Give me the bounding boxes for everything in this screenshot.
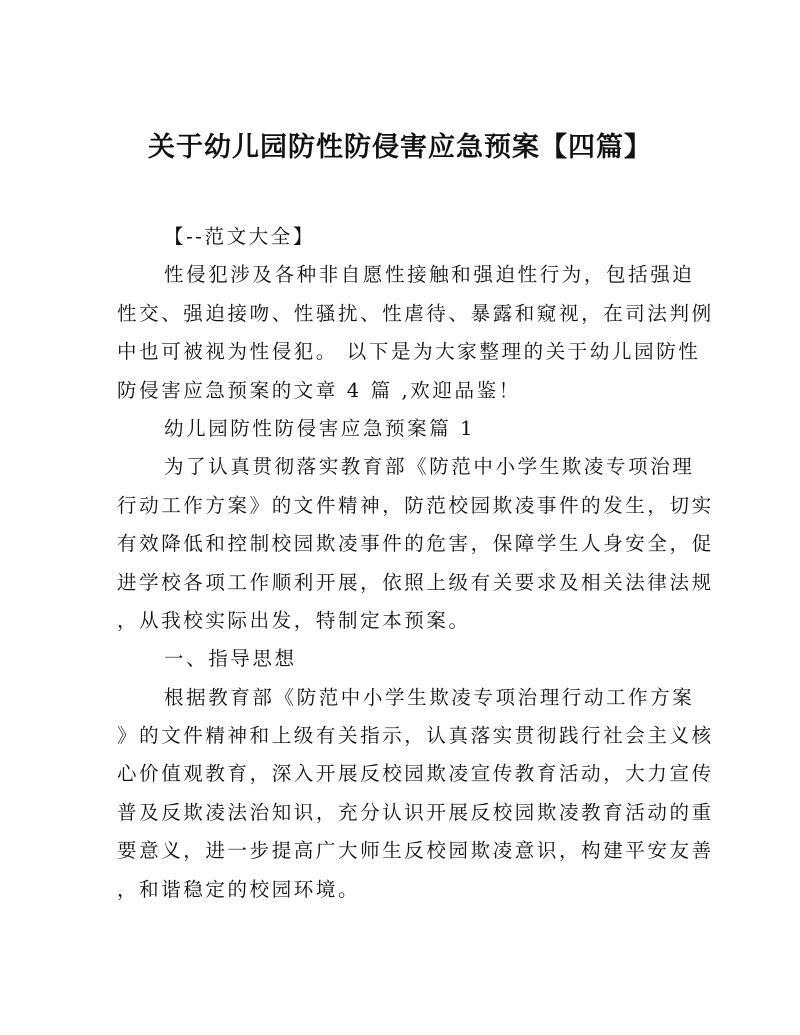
paragraph-line: ，从我校实际出发，特制定本预案。 [117, 608, 471, 632]
paragraph-line: 性交、强迫接吻、性骚扰、性虐待、暴露和窥视，在司法判例 [117, 301, 714, 325]
paragraph-line: 进学校各项工作顺利开展，依照上级有关要求及相关法律法规 [117, 570, 714, 594]
paragraph-line: 为了认真贯彻落实教育部《防范中小学生欺凌专项治理 [164, 455, 695, 479]
paragraph-line: 根据教育部《防范中小学生欺凌专项治理行动工作方案 [164, 685, 695, 709]
paragraph-line: ，和谐稳定的校园环境。 [117, 877, 361, 901]
paragraph-line: 普及反欺凌法治知识，充分认识开展反校园欺凌教育活动的重 [117, 800, 714, 824]
paragraph-line: 有效降低和控制校园欺凌事件的危害，保障学生人身安全，促 [117, 532, 714, 556]
paragraph-line: 性侵犯涉及各种非自愿性接触和强迫性行为，包括强迫 [164, 263, 695, 287]
paragraph-line: 》的文件精神和上级有关指示，认真落实贯彻践行社会主义核 [117, 724, 714, 748]
document-body [117, 218, 714, 909]
paragraph-line: 行动工作方案》的文件精神，防范校园欺凌事件的发生，切实 [117, 493, 714, 517]
section-heading: 一、指导思想 [164, 647, 297, 671]
paragraph-line: 要意义，进一步提高广大师生反校园欺凌意识，构建平安友善 [117, 839, 714, 863]
paragraph-line: 防侵害应急预案的文章 4 篇 ,欢迎品鉴！ [117, 378, 521, 402]
source-tag: 【--范文大全】 [164, 225, 315, 248]
document-title: 关于幼儿园防性防侵害应急预案【四篇】 [148, 132, 652, 163]
section-heading: 幼儿园防性防侵害应急预案篇 1 [164, 416, 476, 440]
paragraph-line: 心价值观教育，深入开展反校园欺凌宣传教育活动，大力宣传 [117, 762, 714, 786]
paragraph-line: 中也可被视为性侵犯。 以下是为大家整理的关于幼儿园防性 [117, 340, 701, 364]
